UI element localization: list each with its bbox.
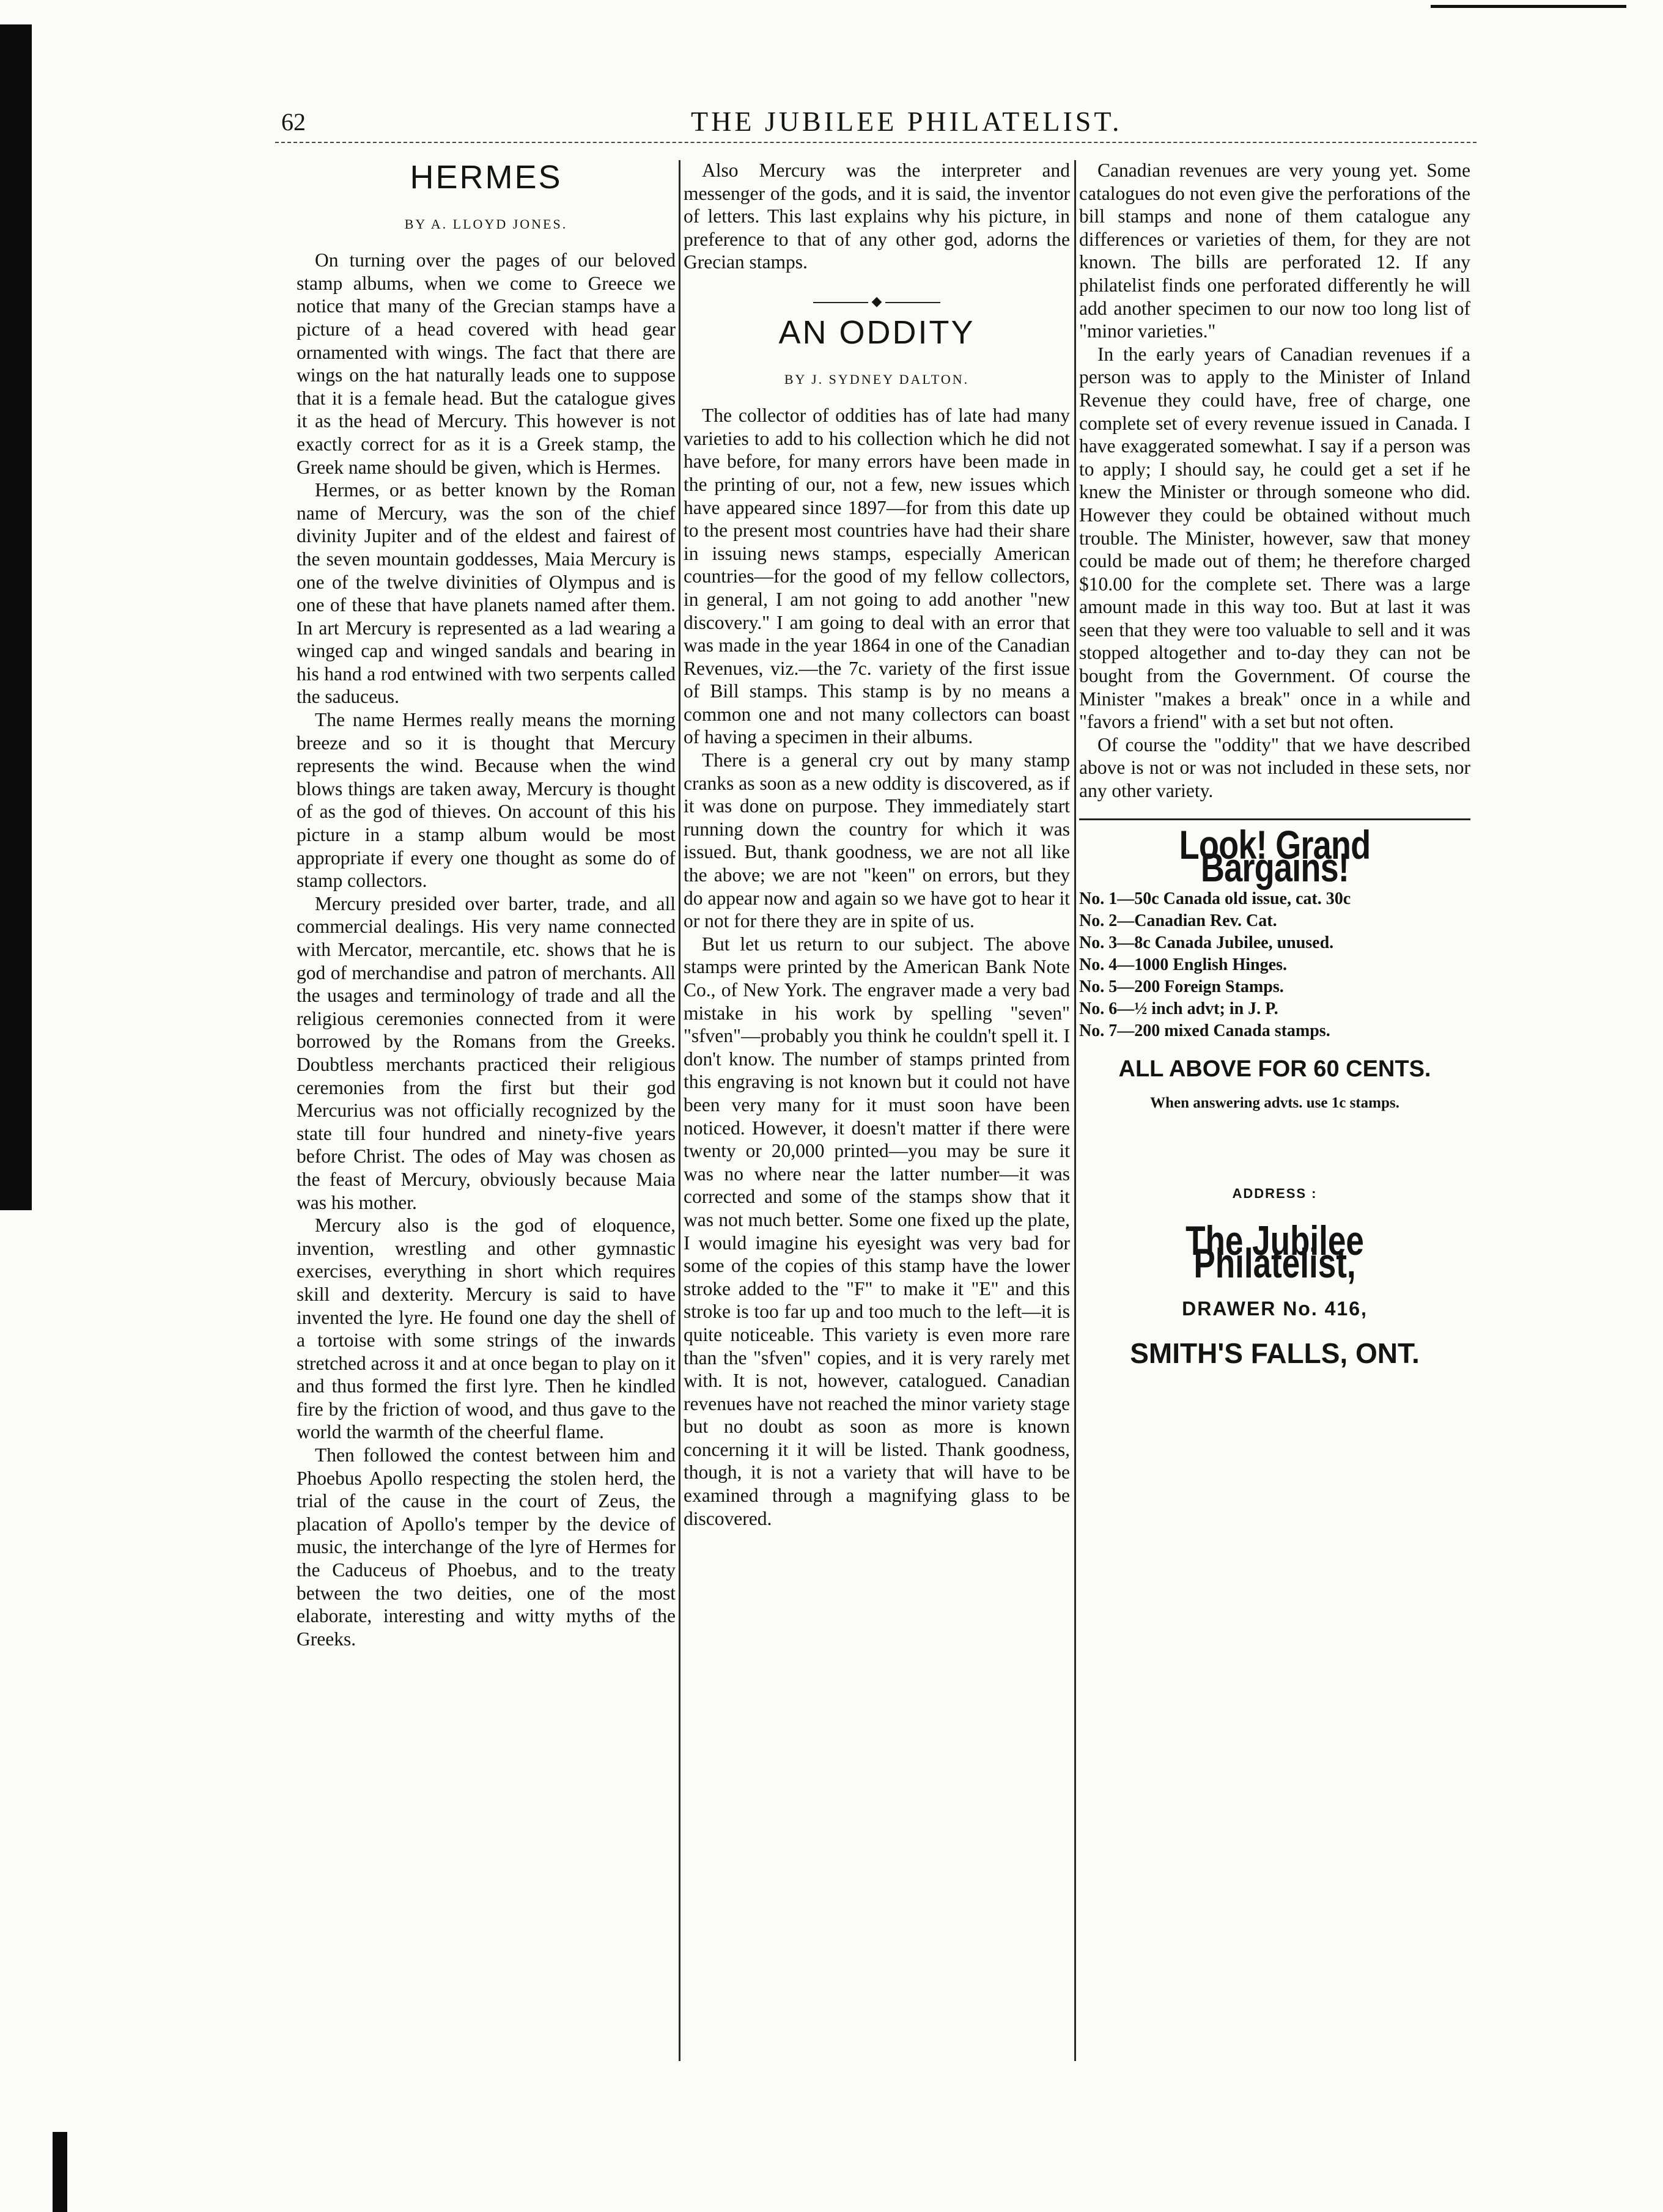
scan-corner-line xyxy=(1431,5,1626,8)
running-head: THE JUBILEE PHILATELIST. xyxy=(691,106,1123,137)
oddity-paragraph: There is a general cry out by many stamp cranks as soon as a new oddity is discovered, as if it was done on purpose. They immediately start running down the country for which it was issued. But, thank goodness, we are not all like the above; we are not "keen" on errors, but they do appear now and again so we have got to hear it or not for there they are in spite of us. xyxy=(684,749,1070,932)
scan-edge-shadow xyxy=(0,24,32,1210)
ad-publisher: The Jubilee Philatelist, xyxy=(1185,1217,1364,1287)
scan-edge-mark xyxy=(53,2132,67,2212)
header-rule xyxy=(275,142,1477,143)
ad-note: When answering advts. use 1c stamps. xyxy=(1150,1095,1399,1112)
hermes-paragraph: Hermes, or as better known by the Roman name of Mercury, was the son of the chief divinity Jupiter and of the eldest and fairest of the seven mountain goddesses, Maia Mercury is one of the twelve divinities of Olympus and is one of these that have planets named after them. In art Mercury is represented as a lad wearing a winged cap and winged sandals and bearing in his hand a rod entwined with two serpents called the saduceus. xyxy=(297,479,676,708)
hermes-paragraph: On turning over the pages of our beloved stamp albums, when we come to Greece we notice that many of the Grecian stamps have a picture of a head covered with head gear ornamented with wings. The fact that there are wings on the hat naturally leads one to suppose that it is a female head. But the catalogue gives it as the head of Mercury. This however is not exactly correct for as it is a Greek stamp, the Greek name should be given, which is Hermes. xyxy=(297,249,676,478)
hermes-byline: BY A. LLOYD JONES. xyxy=(404,216,568,232)
ad-item: No. 2—Canadian Rev. Cat. xyxy=(1079,911,1277,930)
ad-drawer: DRAWER No. 416, xyxy=(1182,1297,1368,1320)
ad-town: SMITH'S FALLS, ONT. xyxy=(1130,1337,1420,1370)
page-number: 62 xyxy=(281,108,306,136)
ad-headline: Look! Grand Bargains! xyxy=(1179,821,1371,891)
column-3 xyxy=(1079,159,1470,1370)
ad-item: No. 4—1000 English Hinges. xyxy=(1079,955,1287,974)
oddity-title: AN ODDITY xyxy=(778,314,975,351)
column-2 xyxy=(684,159,1070,1530)
oddity-byline: BY J. SYDNEY DALTON. xyxy=(784,371,970,387)
hermes-paragraph: Mercury also is the god of eloquence, invention, wrestling and other gymnastic exercises, everything in short which requires skill and dexterity. Mercury is said to have invented the lyre. He found one day the shell of a tortoise with some strings of the inwards stretched across it and at once began to play on it and thus formed the first lyre. Then he kindled fire by the friction of wood, and thus gave to the world the warmth of the cheerful flame. xyxy=(297,1214,676,1443)
hermes-paragraph: Mercury presided over barter, trade, and all commercial dealings. His very name connected with Mercator, mercantile, etc. shows that he is god of merchandise and patron of merchants. All the usages and terminology of trade and all the religious ceremonies connected from it were borrowed by the Romans from the Greeks. Doubtless merchants practiced their religious ceremonies from the first but their god Mercurius was not officially recognized by the state till four hundred and ninety-five years before Christ. The odes of May was chosen as the feast of Mercury, obviously because Maia was his mother. xyxy=(297,892,676,1213)
ad-item: No. 7—200 mixed Canada stamps. xyxy=(1079,1021,1330,1040)
oddity-paragraph: In the early years of Canadian revenues if a person was to apply to the Minister of Inland Revenue they could have, free of charge, one complete set of every revenue issued in Canada. I have exaggerated somewhat. I say if a person was to apply; I should say, he could get a set if he knew the Minister or through someone who did. However they could be obtained without much trouble. The Minister, however, saw that money could be made out of them; he therefore charged $10.00 for the complete set. There was a large amount made in this way too. But at last it was seen that they were too valuable to sell and it was stopped altogether and to-day they can not be bought from the Government. Of course the Minister "makes a break" once in a while and "favors a friend" with a set but not often. xyxy=(1079,343,1470,733)
ad-item: No. 1—50c Canada old issue, cat. 30c xyxy=(1079,889,1351,908)
hermes-title: HERMES xyxy=(410,159,562,196)
ad-item: No. 6—½ inch advt; in J. P. xyxy=(1079,999,1278,1018)
ad-item-list xyxy=(1079,888,1470,1042)
oddity-paragraph: But let us return to our subject. The above stamps were printed by the American Bank Note Co., of New York. The engraver made a very bad mistake in his work by spelling "seven" "sfven"—probably you think he couldn't spell it. I don't know. The number of stamps printed from this engraving is not known but it could not have been very many for it must soon have been noticed. However, it doesn't matter if there were twenty or 20,000 printed—you may be sure it was no where near the latter number—it was corrected and some of the stamps show that it was not much better. Some one fixed up the plate, I would imagine his eyesight was very bad for some of the copies of this stamp have the lower stroke added to the "F" to make it "E" and this stroke is too far up and too much to the left—it is quite noticeable. This variety is even more rare than the "sfven" copies, and it is very rarely met with. It is not, however, catalogued. Canadian revenues have not reached the minor variety stage but no doubt as soon as more is known concerning it it will be listed. Thank goodness, though, it is not a variety that will have to be examined through a magnifying glass to be discovered. xyxy=(684,933,1070,1529)
ad-price: ALL ABOVE FOR 60 CENTS. xyxy=(1118,1056,1431,1082)
advertisement xyxy=(1079,818,1470,1370)
hermes-paragraph: The name Hermes really means the morning breeze and so it is thought that Mercury represents the wind. Because when the wind blows things are taken away, Mercury is thought of as the god of thieves. On account of this his picture in a stamp album would be most appropriate if every one thought as some do of stamp collectors. xyxy=(297,709,676,892)
oddity-paragraph: Canadian revenues are very young yet. Some catalogues do not even give the perforations of the bill stamps and none of them catalogue any differences or varieties of them, for they are not known. The bills are perforated 12. If any philatelist finds one perforated differently he will add another specimen to our now too long list of "minor varieties." xyxy=(1079,160,1470,342)
ad-address-label: ADDRESS : xyxy=(1232,1186,1318,1201)
column-1 xyxy=(297,159,676,1650)
hermes-paragraph: Then followed the contest between him and Phoebus Apollo respecting the stolen herd, the trial of the cause in the court of Zeus, the placation of Apollo's temper by the device of music, the interchange of the lyre of Hermes for the Caduceus of Phoebus, and to the treaty between the two deities, one of the most elaborate, interesting and witty myths of the Greeks. xyxy=(297,1444,676,1650)
ad-item: No. 3—8c Canada Jubilee, unused. xyxy=(1079,933,1334,952)
column-rule-1 xyxy=(679,160,680,2061)
oddity-paragraph: The collector of oddities has of late had many varieties to add to his collection which he did not have before, for many errors have been made in the printing of our, not a few, new issues which have appeared since 1897—for from this date up to the present most countries have had their share in issuing news stamps, especially American countries—for the good of my fellow collectors, in general, I am not going to add another "new discovery." I am going to deal with an error that was made in the year 1864 in one of the Canadian Revenues, viz.—the 7c. variety of the first issue of Bill stamps. This stamp is by no means a common one and not many collectors can boast of having a specimen in their albums. xyxy=(684,405,1070,748)
column-rule-2 xyxy=(1074,160,1076,2061)
ad-item: No. 5—200 Foreign Stamps. xyxy=(1079,977,1284,996)
hermes-paragraph: Also Mercury was the interpreter and messenger of the gods, and it is said, the inventor of letters. This last explains why his picture, in preference to that of any other god, adorns the Grecian stamps. xyxy=(684,160,1070,273)
article-separator: ◆ xyxy=(684,295,1070,308)
oddity-paragraph: Of course the "oddity" that we have described above is not or was not included in these sets, nor any other variety. xyxy=(1079,733,1470,802)
